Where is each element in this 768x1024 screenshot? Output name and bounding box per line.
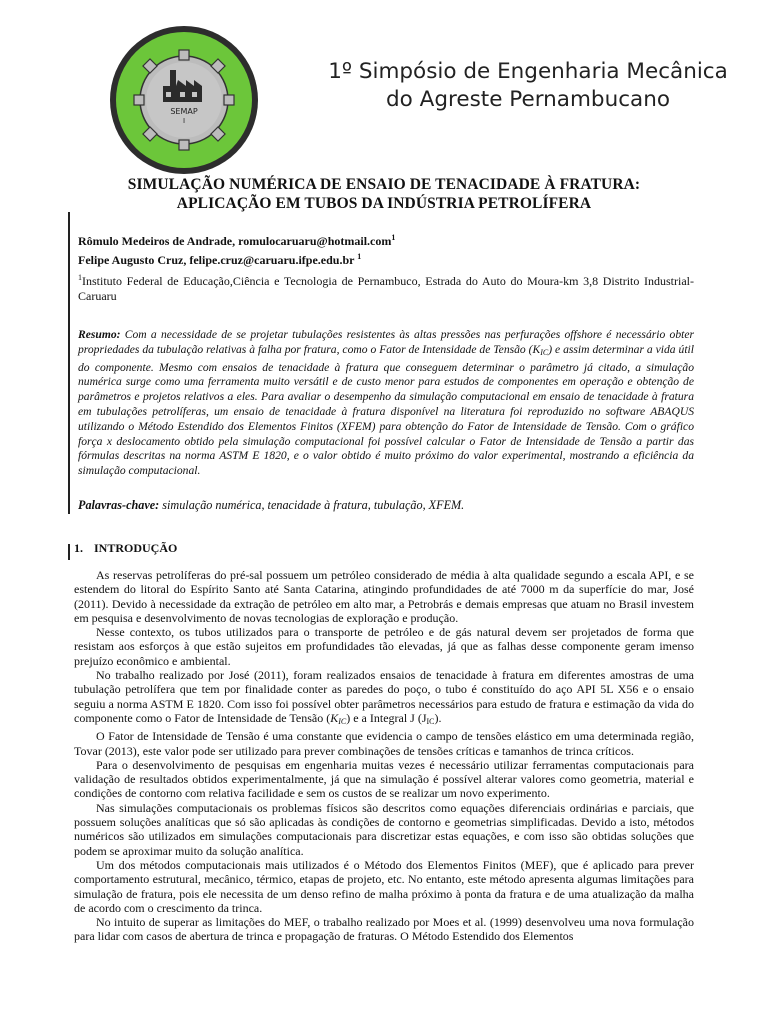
paragraph: No intuito de superar as limitações do MEF, o trabalho realizado por Moes et al. (1999) desenvolveu uma nova formulação para lidar com casos de abertura de trinca e propagação de fraturas. O Método Estendido dos Elementos [74, 915, 694, 944]
paper-title-line1: SIMULAÇÃO NUMÉRICA DE ENSAIO DE TENACIDADE À FRATURA: [127, 176, 641, 193]
logo-text-1: SEMAP [170, 107, 198, 116]
author-1: Rômulo Medeiros de Andrade, romulocaruaru@hotmail.com$^1$ [78, 233, 396, 248]
paper-title [70, 175, 698, 213]
author-2: Felipe Augusto Cruz, felipe.cruz@caruaru.ifpe.edu.br $^1$ [78, 252, 362, 267]
paragraph: O Fator de Intensidade de Tensão é uma constante que evidencia o campo de tensões elástico em uma determinada região, Tovar (2013), este valor pode ser utilizado para prever combinações de tensões críticas e tamanhos de trinca críticos. [74, 729, 694, 758]
paragraph: No trabalho realizado por José (2011), foram realizados ensaios de tenacidade à fratura em diferentes amostras de uma tubulação petrolífera que tem por finalidade conter as paredes do poço, o tubo é constituído do aço API 5L X56 e o ensaio seguiu a norma ASTM E 1820. Com isso foi possível obter parâmetros necessários para estudo de fratura e estimação da vida do componente como o Fator de Intensidade de Tensão $(K_{IC})$ e a Integral J $(J_{IC})$. [74, 668, 694, 726]
abstract-label: Resumo: [78, 328, 121, 341]
margin-bar [68, 544, 70, 560]
logo-text-2: I [182, 117, 186, 125]
paragraph: Para o desenvolvimento de pesquisas em engenharia muitas vezes é necessário utilizar ferramentas computacionais para validação de resultados obtidos experimentalmente, já que na simulação é possível alterar valores como geometria, material e condições de contorno com relativa facilidade e sem os custos de se realizar um novo experimento. [74, 757, 694, 801]
paragraph: Nas simulações computacionais os problemas físicos são descritos como equações diferenciais ordinárias e parciais, que possuem soluções analíticas que só são aplicadas às condições de contorno e geometrias simplificadas. Devido a isto, métodos numéricos são utilizados em simulações computacionais para discretizar estas equações, e com isso são obtidas soluções que podem se aproximar muito da solução analítica. [74, 800, 694, 858]
paper-title-line2: APLICAÇÃO EM TUBOS DA INDÚSTRIA PETROLÍFERA [176, 195, 592, 212]
paragraph: Um dos métodos computacionais mais utilizados é o Método dos Elementos Finitos (MEF), que é aplicado para prever comportamento estrutural, mecânico, térmico, etapas de projeto, etc. No entanto, este método apresenta algumas limitações para simulação de fratura, pois ele necessita de um denso refino de malha próximo à ponta da fratura e de uma atualização da malha de acordo com o crescimento da trinca. [74, 857, 694, 915]
abstract: Resumo: Com a necessidade de se projetar tubulações resistentes às altas pressões nas perfurações offshore é necessário obter propriedades da tubulação relativas à falha por fratura, como o Fator de Intensidade de Tensão $(K_{IC})$ e assim determinar a vida útil do componente. Mesmo com ensaios de tenacidade à fratura que conseguem determinar o parâmetro já citado, a simulação numérica surge como uma ferramenta muito versátil e de custo menor para estudos de componentes em operação e obtenção de parâmetros e projetos relativos a eles. Para avaliar o desempenho da simulação computacional em ensaio de tenacidade à fratura em tubulações petrolíferas, um ensaio de tenacidade à fratura disponível na literatura foi reproduzido no software ABAQUS utilizando o Método Estendido dos Elementos Finitos (XFEM) para obtenção do Fator de Intensidade de Tensão. Com o gráfico força x deslocamento obtido pela simulação computacional foi possível calcular o Fator de Intensidade de Tensão a partir das fórmulas descritas na norma ASTM E 1820, e o valor obtido é muito próximo do valor experimental, mostrando a eficiência da simulação computacional. [78, 328, 694, 478]
keywords-label: Palavras-chave: [78, 498, 160, 512]
keywords: Palavras-chave: simulação numérica, tenacidade à fratura, tubulação, XFEM. [78, 498, 465, 512]
semap-logo [108, 24, 260, 176]
paragraph: As reservas petrolíferas do pré-sal possuem um petróleo considerado de média à alta qualidade segundo a escala API, e se estendem do litoral do Espírito Santo até Santa Catarina, atingindo profundidades de até 7000 m da superfície do mar, José (2011). Devido à necessidade da extração de petróleo em alto mar, a Petrobrás e demais empresas que atuam no Brasil investem em pesquisa e desenvolvimento de novas tecnologias de exploração e produção. [74, 568, 694, 625]
symposium-title-line2: do Agreste Pernambucano [386, 87, 670, 112]
section-heading: 1. INTRODUÇÃO [74, 541, 178, 555]
body-text [74, 568, 694, 944]
margin-bar [68, 212, 70, 514]
symposium-title-line1: 1º Simpósio de Engenharia Mecânica [328, 59, 728, 84]
authors [78, 230, 698, 268]
symposium-title [268, 58, 768, 114]
paragraph: Nesse contexto, os tubos utilizados para o transporte de petróleo e de gás natural devem ser projetados de forma que resistam aos esforços à que estão sujeitos em profundidades tão elevadas, já que as falhas desse componente geram imenso prejuízo econômico e ambiental. [74, 625, 694, 668]
affiliation: $^1$Instituto Federal de Educação,Ciência e Tecnologia de Pernambuco, Estrada do Auto do Moura-km 3,8 Distrito Industrial- Caruaru [78, 273, 694, 303]
